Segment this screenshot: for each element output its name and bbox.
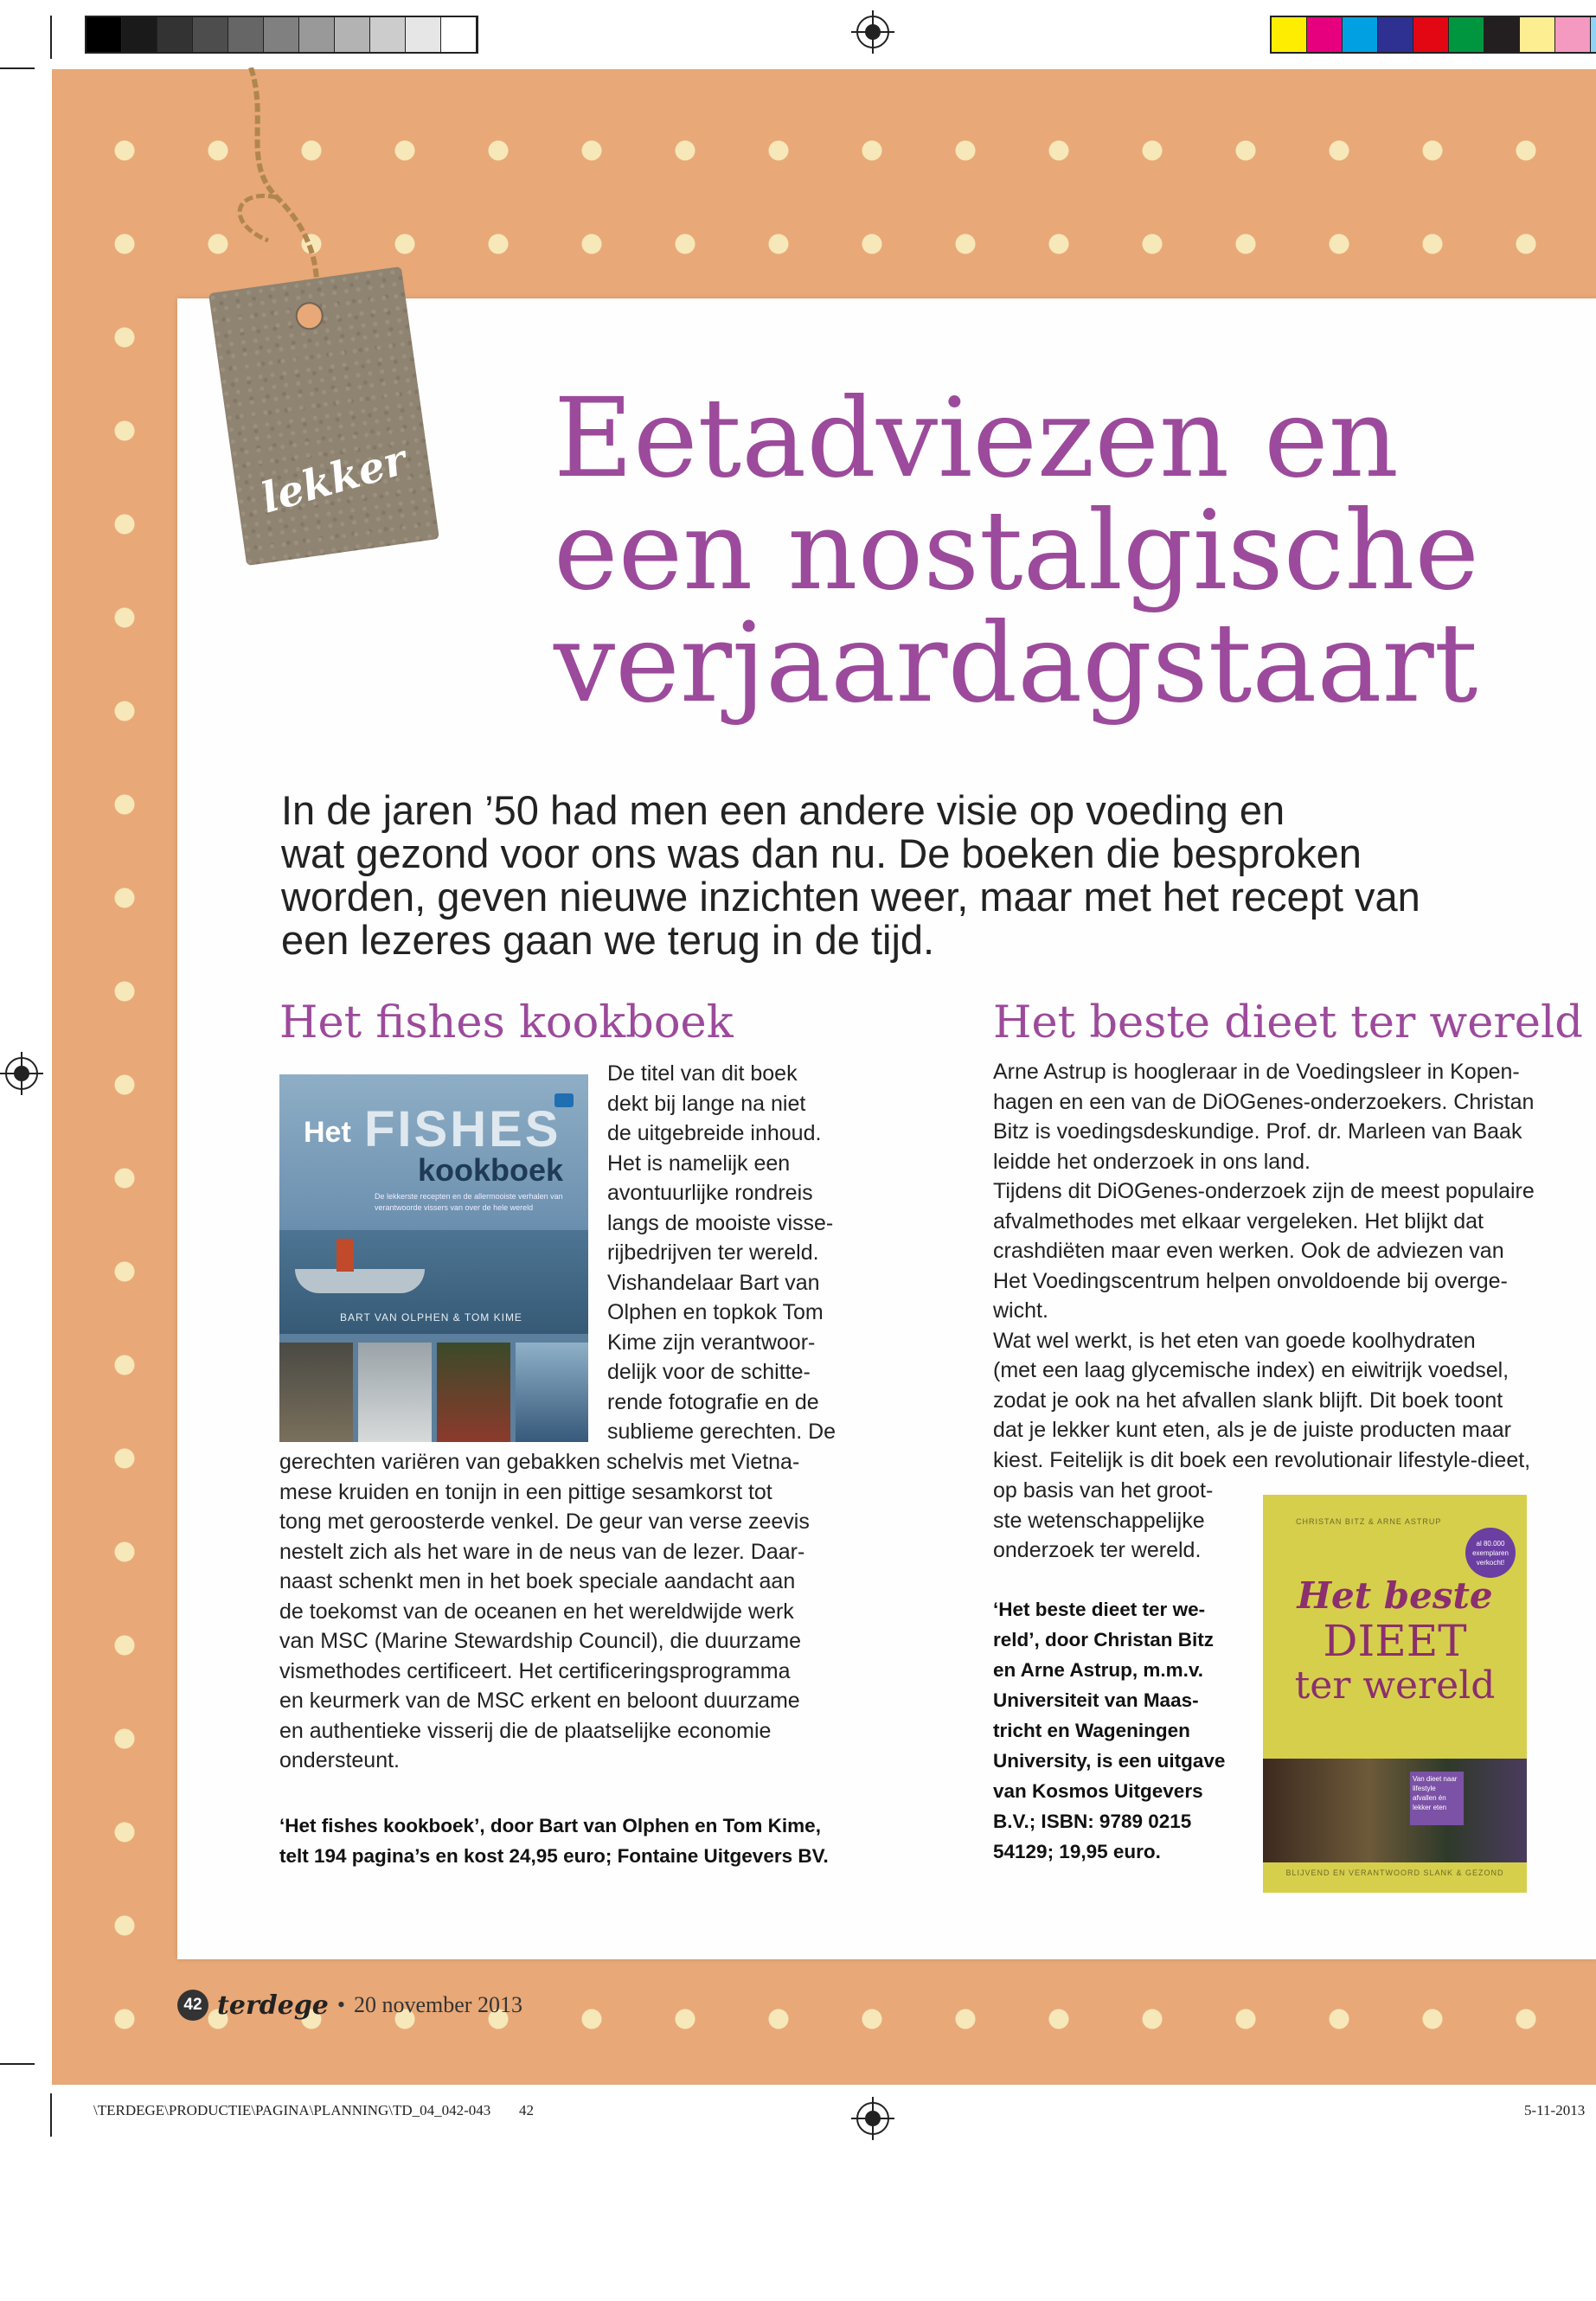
magazine-name: terdege xyxy=(217,1990,329,2021)
registration-mark xyxy=(856,2102,889,2135)
cover-photo-dish xyxy=(437,1343,510,1442)
text-line: ondersteunt. xyxy=(279,1748,400,1772)
cover-photo-chefs xyxy=(279,1343,353,1442)
text-line: langs de mooiste visse- xyxy=(607,1210,834,1235)
registration-mark xyxy=(856,16,889,48)
article-title xyxy=(554,375,1574,727)
text-line: Tijdens dit DiOGenes-onderzoek zijn de meest populaire xyxy=(993,1179,1535,1203)
cover-bottom-line: BLIJVEND EN VERANTWOORD SLANK & GEZOND xyxy=(1285,1868,1504,1877)
page-folio xyxy=(177,1990,522,2021)
text-line: Het Voedingscentrum helpen onvoldoende bij overge- xyxy=(993,1268,1508,1293)
text-line: Vishandelaar Bart van xyxy=(607,1270,820,1295)
caption-line: ‘Het fishes kookboek’, door Bart van Olphen en Tom Kime, xyxy=(279,1815,821,1836)
cover-tagline-box: Van dieet naar lifestyle afvallen én lekker eten xyxy=(1410,1772,1464,1825)
cover-kookboek: kookboek xyxy=(418,1152,564,1188)
folio-separator: • xyxy=(337,1992,345,2017)
cover-authors: BART VAN OLPHEN & TOM KIME xyxy=(340,1311,522,1324)
crop-mark xyxy=(0,67,35,69)
caption-line: reld’, door Christan Bitz xyxy=(993,1629,1215,1650)
caption-line: 54129; 19,95 euro. xyxy=(993,1841,1161,1862)
intro-line: In de jaren ’50 had men een andere visie op voeding en xyxy=(281,787,1285,833)
text-line: Wat wel werkt, is het eten van goede koolhydraten xyxy=(993,1328,1476,1353)
text-line: Het is namelijk een xyxy=(607,1150,791,1176)
cover-food-photo xyxy=(1263,1759,1527,1862)
text-line: Bitz is voedingsdeskundige. Prof. dr. Marleen van Baak xyxy=(993,1119,1522,1144)
cover-top-authors: CHRISTAN BITZ & ARNE ASTRUP xyxy=(1296,1517,1442,1526)
text-line: nestelt zich als het ware in de neus van de lezer. Daar- xyxy=(279,1539,805,1564)
text-line: (met een laag glycemische index) en eiwitrijk voedsel, xyxy=(993,1358,1509,1382)
text-line: Olphen en topkok Tom xyxy=(607,1300,824,1324)
boat-icon xyxy=(295,1269,425,1293)
text-line: Kime zijn verantwoor- xyxy=(607,1330,816,1355)
text-line: rijbedrijven ter wereld. xyxy=(607,1240,819,1265)
crop-mark xyxy=(0,2063,35,2065)
title-line: een nostalgische xyxy=(554,487,1479,614)
text-line: zodat je ook na het afvallen slank blijft. Dit boek toont xyxy=(993,1388,1503,1413)
text-line: dat je lekker kunt eten, als je de juiste producten maar xyxy=(993,1418,1511,1442)
cover-photo-sea xyxy=(516,1343,588,1442)
crop-mark xyxy=(50,2093,52,2137)
title-line: verjaardagstaart xyxy=(554,599,1478,727)
text-line: de uitgebreide inhoud. xyxy=(607,1121,822,1145)
caption-line: en Arne Astrup, m.m.v. xyxy=(993,1659,1203,1681)
intro-line: worden, geven nieuwe inzichten weer, maar met het recept van xyxy=(281,874,1420,920)
caption-line: University, is een uitgave xyxy=(993,1750,1226,1772)
process-color-bar xyxy=(1270,16,1596,54)
registration-mark xyxy=(5,1057,38,1090)
cover-fishes: FISHES xyxy=(364,1101,561,1157)
slug-path: \TERDEGE\PRODUCTIE\PAGINA\PLANNING\TD_04_042-043 xyxy=(93,2102,491,2118)
caption-line: B.V.; ISBN: 9789 0215 xyxy=(993,1811,1192,1832)
dieet-text-narrow xyxy=(993,1476,1213,1566)
text-line: Arne Astrup is hoogleraar in de Voedingsleer in Kopen- xyxy=(993,1060,1520,1084)
text-line: naast schenkt men in het boek speciale aandacht aan xyxy=(279,1569,796,1593)
grayscale-color-bar xyxy=(85,16,478,54)
text-line: mese kruiden en tonijn in een pittige sesamkorst tot xyxy=(279,1479,772,1504)
fishes-text-narrow xyxy=(607,1059,836,1447)
text-line: rende fotografie en de xyxy=(607,1389,819,1414)
label-tag xyxy=(208,266,439,566)
text-line: hagen en een van de DiOGenes-onderzoekers. Christan xyxy=(993,1089,1535,1114)
caption-line: van Kosmos Uitgevers xyxy=(993,1780,1203,1802)
slug-page: 42 xyxy=(519,2102,534,2118)
dieet-caption xyxy=(993,1594,1225,1867)
text-line: leidde het onderzoek in ons land. xyxy=(993,1149,1311,1174)
tag-label: lekker xyxy=(255,435,412,523)
text-line: en authentieke visserij die de plaatselijke economie xyxy=(279,1718,772,1743)
text-line: op basis van het groot- xyxy=(993,1478,1214,1503)
slug-date: 5-11-2013 xyxy=(1524,2102,1586,2118)
fishes-book-cover xyxy=(279,1074,588,1442)
text-line: delijk voor de schitte- xyxy=(607,1360,811,1384)
title-line: Eetadviezen en xyxy=(554,375,1399,502)
text-line: sublieme gerechten. De xyxy=(607,1420,836,1444)
cover-title-2: DIEET xyxy=(1323,1616,1467,1666)
text-line: en keurmerk van de MSC erkent en beloont duurzame xyxy=(279,1689,800,1713)
fishes-caption xyxy=(279,1811,829,1871)
intro-paragraph xyxy=(281,789,1570,962)
tag-hole xyxy=(294,300,325,331)
sales-badge: al 80.000 exemplaren verkocht! xyxy=(1465,1528,1516,1578)
fisherman-icon xyxy=(337,1239,354,1272)
cover-het: Het xyxy=(304,1116,351,1149)
page-number: 42 xyxy=(177,1990,208,2021)
dieet-heading: Het beste dieet ter wereld xyxy=(993,997,1583,1048)
intro-line: een lezeres gaan we terug in de tijd. xyxy=(281,917,935,963)
text-line: van MSC (Marine Stewardship Council), die duurzame xyxy=(279,1629,802,1653)
text-line: De titel van dit boek xyxy=(607,1061,798,1086)
text-line: crashdiëten maar even werken. Ook de adviezen van xyxy=(993,1239,1504,1263)
text-line: tong met geroosterde venkel. De geur van verse zeevis xyxy=(279,1509,810,1534)
cover-title-1: Het beste xyxy=(1297,1574,1493,1617)
text-line: ste wetenschappelijke xyxy=(993,1508,1205,1533)
caption-line: tricht en Wageningen xyxy=(993,1720,1190,1741)
text-line: vismethodes certificeert. Het certificeringsprogramma xyxy=(279,1658,791,1683)
dieet-book-cover xyxy=(1263,1495,1527,1893)
fishes-text-wide xyxy=(279,1447,810,1776)
cover-title-3: ter wereld xyxy=(1294,1663,1496,1708)
caption-line: telt 194 pagina’s en kost 24,95 euro; Fontaine Uitgevers BV. xyxy=(279,1845,829,1867)
cover-subtitle: De lekkerste recepten en de allermooiste verhalen van verantwoorde vissers van over de hele wereld xyxy=(375,1192,563,1212)
text-line: afvalmethodes met elkaar vergeleken. Het blijkt dat xyxy=(993,1208,1484,1234)
fishes-heading: Het fishes kookboek xyxy=(279,997,734,1048)
text-line: kiest. Feitelijk is dit boek een revolutionair lifestyle-dieet, xyxy=(993,1447,1531,1472)
text-line: onderzoek ter wereld. xyxy=(993,1538,1202,1562)
caption-line: Universiteit van Maas- xyxy=(993,1689,1199,1711)
caption-line: ‘Het beste dieet ter we- xyxy=(993,1599,1206,1620)
dieet-text-wide xyxy=(993,1057,1535,1475)
string-icon xyxy=(216,67,363,310)
text-line: gerechten variëren van gebakken schelvis met Vietna- xyxy=(279,1450,800,1474)
crop-mark xyxy=(50,16,52,59)
text-line: wicht. xyxy=(993,1298,1048,1323)
text-line: avontuurlijke rondreis xyxy=(607,1181,813,1205)
intro-line: wat gezond voor ons was dan nu. De boeken die besproken xyxy=(281,830,1362,876)
text-line: dekt bij lange na niet xyxy=(607,1091,806,1116)
issue-date: 20 november 2013 xyxy=(354,1992,522,2017)
text-line: de toekomst van de oceanen en het wereldwijde werk xyxy=(279,1599,794,1624)
cover-photo-fish xyxy=(358,1343,432,1442)
